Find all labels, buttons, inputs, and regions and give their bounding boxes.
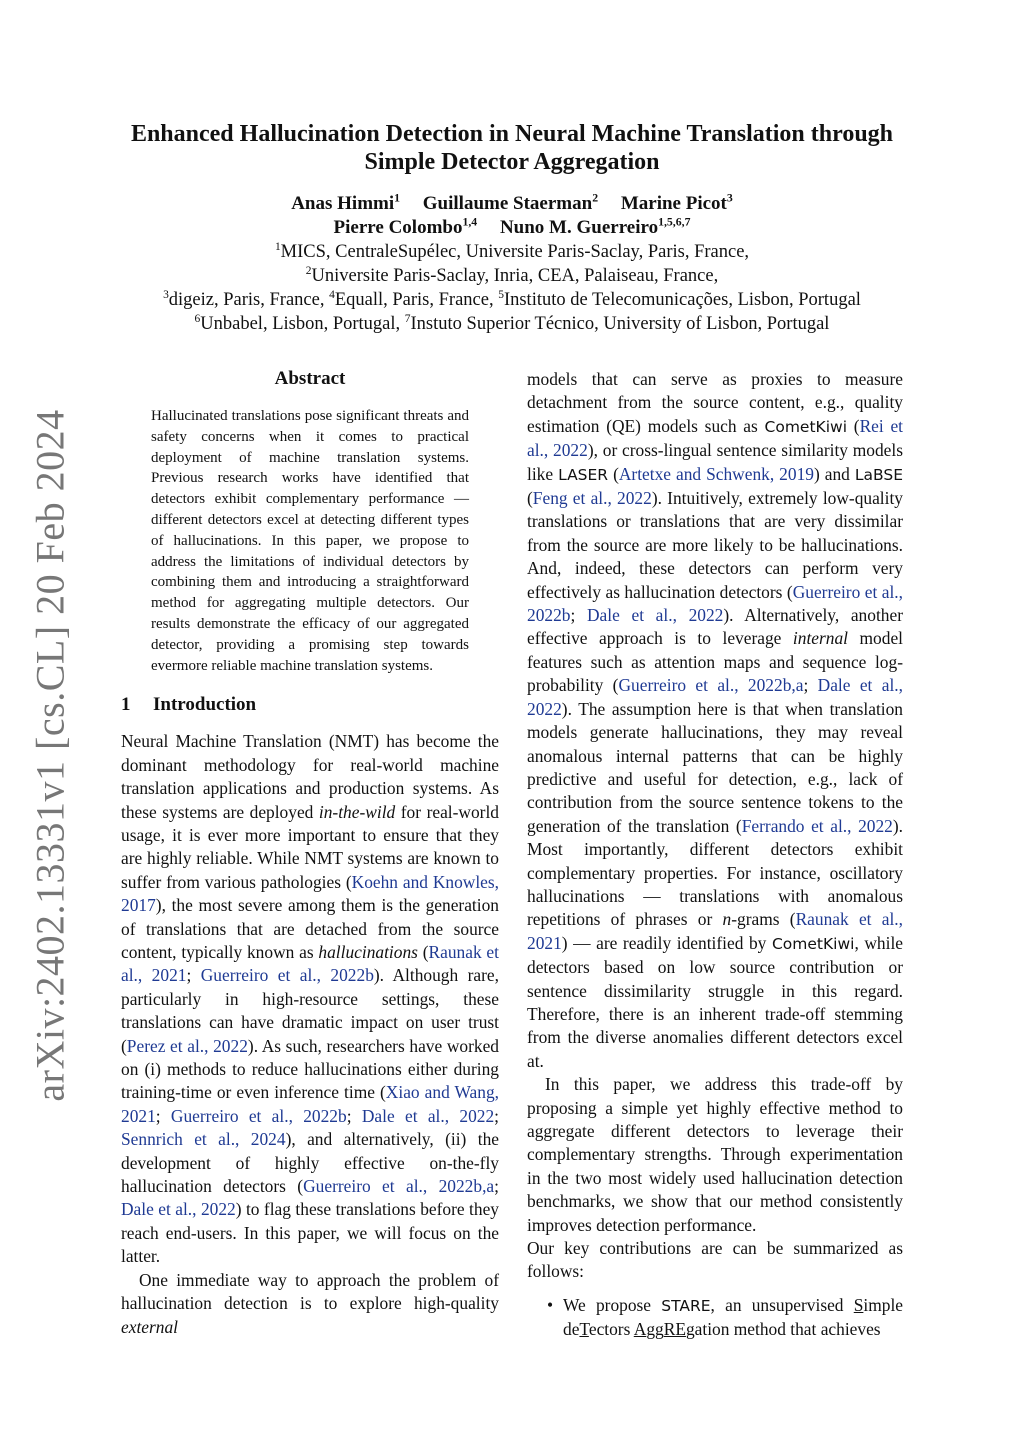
citation-link[interactable]: Sennrich et al., 2024 [121,1129,286,1150]
section-title: Introduction [153,694,257,716]
citation-link[interactable]: Dale et al., 2022 [586,605,724,626]
right-column [527,368,903,1342]
author-row-1 [100,192,924,216]
citation-link[interactable]: Guerreiro et al., 2022b [527,581,903,626]
affiliation-line: $^3$digeiz, Paris, France, $^4$Equall, Paris, France, $^5$Instituto de Telecomunicações, Lisbon, Portugal [163,288,861,310]
author-name: Marine Picot [620,193,727,214]
citation-link[interactable]: Dale et al., 2022 [361,1105,495,1126]
section-number: 1 [121,694,131,716]
affiliation-line: $^1$MICS, CentraleSupélec, Universite Paris-Saclay, Paris, France, [274,240,750,262]
author-affiliation-marker: 3 [726,191,733,205]
method-name: STARE [661,1296,711,1315]
author-row-2 [100,216,924,240]
citation-link[interactable]: Ferrando et al., 2022 [741,815,893,836]
citation-link[interactable]: Koehn and Knowles, 2017 [121,871,499,916]
section-heading-introduction [121,694,499,716]
author-name: Nuno M. Guerreiro [499,217,659,238]
title-line-2: Simple Detector Aggregation [364,149,660,175]
citation-link[interactable]: Xiao and Wang, 2021 [121,1082,499,1126]
model-name: LASER [558,465,609,484]
abstract-body: Hallucinated translations pose significant threats and safety concerns when it comes to practical deployment of machine translation systems. Previous research works have identified that detectors exhibit complementary performance — different detectors excel at detecting different types of hallucinations. In this paper, we propose to address the limitations of individual detectors by combining them and introducing a straightforward method for aggregating multiple detectors. Our results demonstrate the efficacy of our aggregated detector, providing a promising step towards evermore reliable machine translation systems. [151,408,469,674]
citation-link[interactable]: Dale et al., 2022 [527,675,903,719]
contributions-list [527,1294,903,1342]
author-name: Pierre Colombo [333,217,463,238]
citation-link[interactable]: Guerreiro et al., 2022b,a [303,1176,495,1197]
list-item: • We propose STARE, an unsupervised Simple deTectors AggREgation method that achieves [547,1294,903,1342]
citation-link[interactable]: Raunak et al., 2021 [527,909,903,953]
model-name: CometKiwi [771,934,855,953]
citation-link[interactable]: Raunak et al., 2021 [121,942,499,986]
citation-link[interactable]: Rei et al., 2022 [527,415,904,461]
citation-link[interactable]: Artetxe and Schwenk, 2019 [618,463,814,484]
model-name: LaBSE [854,465,903,484]
intro-paragraph-2-start: One immediate way to approach the problem of hallucination detection is to explore high-quality external [121,1269,499,1337]
title-line-1: Enhanced Hallucination Detection in Neural Machine Translation through [130,121,894,147]
abstract-heading: Abstract [274,368,346,389]
citation-link[interactable]: Dale et al., 2022 [121,1199,236,1220]
author-name: Guillaume Staerman [422,193,593,214]
author-affiliation-marker: 2 [592,191,599,205]
intro-paragraph-2-continued: models that can serve as proxies to measure detachment from the source content, e.g., quality estimation (QE) models such as CometKiwi (Rei et al., 2022), or cross-lingual sentence similarity models like LASER (Artetxe and Schwenk, 2019) and LaBSE (Feng et al., 2022). Intuitively, extremely low-quality translations or translations that are very dissimilar from the source are more likely to be hallucinations. And, indeed, these detectors can perform very effectively as hallucination detectors (Guerreiro et al., 2022b; Dale et al., 2022). Alternatively, another effective approach is to leverage internal model features such as attention maps and sequence log-probability (Guerreiro et al., 2022b,a; Dale et al., 2022). The assumption here is that when translation models generate hallucinations, they may reveal anomalous internal patterns that can be highly predictive and useful for detection, e.g., lack of contribution from the source sentence tokens to the generation of the translation (Ferrando et al., 2022). Most importantly, different detectors exhibit complementary properties. For instance, oscillatory hallucinations — translations with anomalous repetitions of phrases or n-grams (Raunak et al., 2021) — are readily identified by CometKiwi, while detectors based on low source contribution or sentence dissimilarity struggle in this regard. Therefore, there is an inherent trade-off stemming from the diverse anomalies different detectors excel at. [527,369,904,1071]
affiliation-line: $^6$Unbabel, Lisbon, Portugal, $^7$Instuto Superior Técnico, University of Lisbon, Portugal [194,312,830,334]
citation-link[interactable]: Perez et al., 2022 [126,1035,248,1056]
arxiv-identifier-text: arXiv:2402.13331v1 [cs.CL] 20 Feb 2024 [27,408,73,1102]
citation-link[interactable]: Guerreiro et al., 2022b,a [618,675,804,696]
citation-link[interactable]: Guerreiro et al., 2022b [170,1105,347,1126]
model-name: CometKiwi [764,417,848,436]
author-affiliation-marker: 1,5,6,7 [658,215,691,229]
arxiv-identifier-stamp [27,408,73,1102]
intro-paragraph-3: In this paper, we address this trade-off by proposing a simple yet highly effective method to aggregate different detectors to leverage their complementary strengths. Through experimentation in the two most widely used hallucination detection benchmarks, we show that our method consistently improves detection performance. [527,1074,903,1235]
author-affiliation-marker: 1 [394,191,401,205]
author-affiliation-marker: 1,4 [462,215,478,229]
author-list [100,192,924,240]
intro-paragraph-1: Neural Machine Translation (NMT) has become the dominant methodology for real-world machine translation applications and production systems. As these systems are deployed in-the-wild for real-world usage, it is ever more important to ensure that they are highly reliable. While NMT systems are known to suffer from various pathologies (Koehn and Knowles, 2017), the most severe among them is the generation of translations that are detached from the source content, typically known as hallucinations (Raunak et al., 2021; Guerreiro et al., 2022b). Although rare, particularly in high-resource settings, these translations can have dramatic impact on user trust (Perez et al., 2022). As such, researchers have worked on (i) methods to reduce hallucinations either during training-time or even inference time (Xiao and Wang, 2021; Guerreiro et al., 2022b; Dale et al., 2022; Sennrich et al., 2024), and alternatively, (ii) the development of highly effective on-the-fly hallucination detectors (Guerreiro et al., 2022b,a; Dale et al., 2022) to flag these translations before they reach end-users. In this paper, we will focus on the latter. [121,731,499,1267]
paper-title [100,120,924,176]
citation-link[interactable]: Guerreiro et al., 2022b [200,965,374,986]
affiliation-line: $^2$Universite Paris-Saclay, Inria, CEA, Palaiseau, France, [305,264,719,286]
left-column [121,368,499,1339]
intro-paragraph-4: Our key contributions are can be summarized as follows: [527,1238,903,1282]
citation-link[interactable]: Feng et al., 2022 [532,488,652,509]
author-name: Anas Himmi [291,193,395,214]
affiliation-list [60,240,964,336]
